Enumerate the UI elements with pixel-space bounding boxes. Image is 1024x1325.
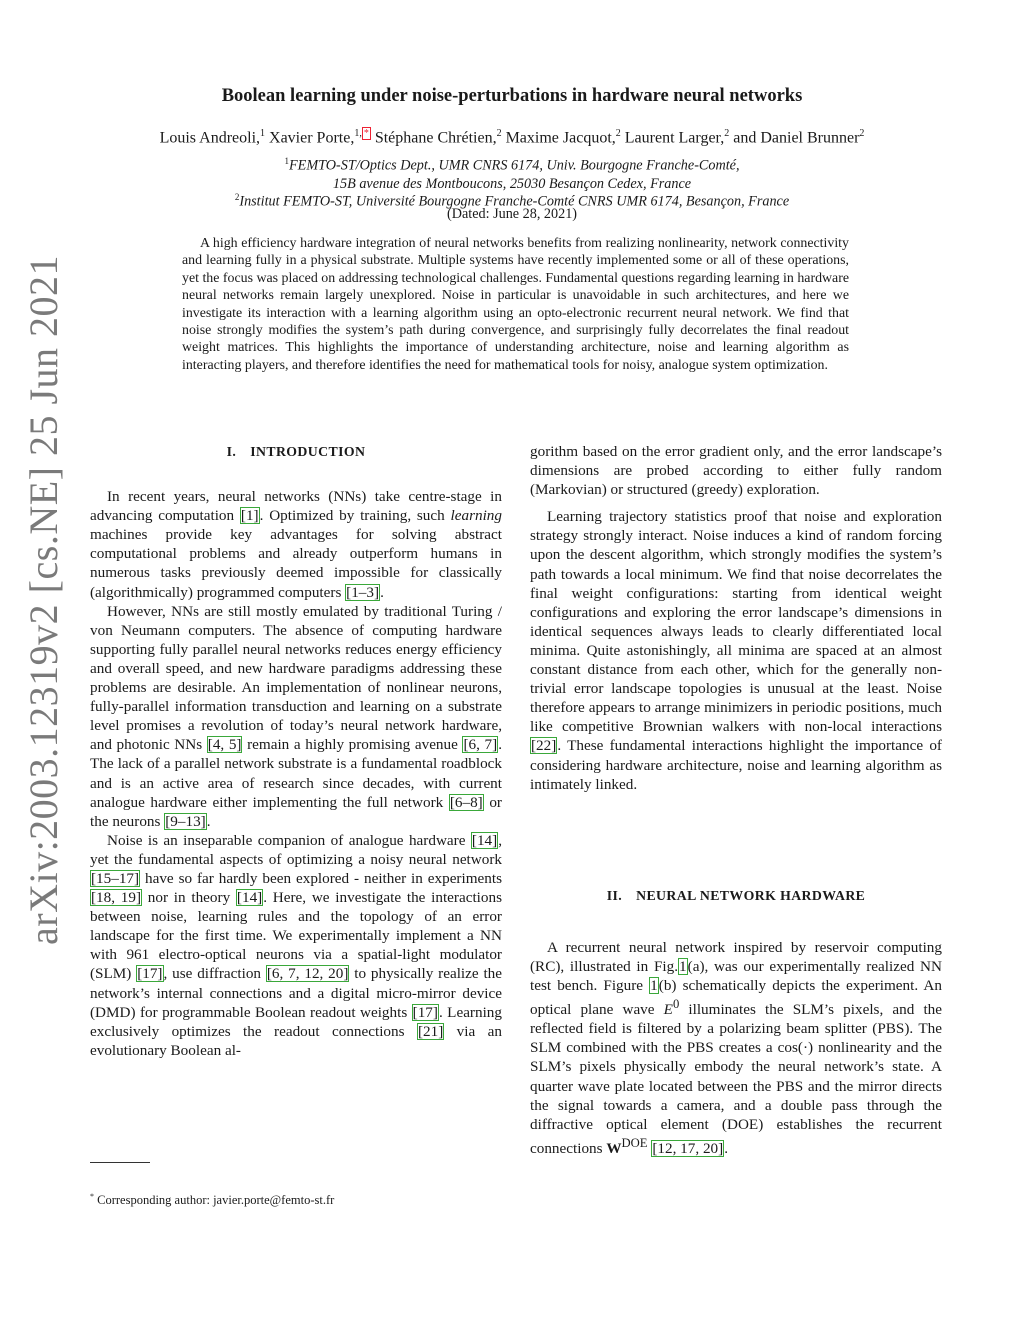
corresponding-author-link[interactable]: * bbox=[363, 128, 369, 139]
section-heading-introduction: I. INTRODUCTION bbox=[226, 444, 366, 459]
citation-link[interactable]: [6, 7] bbox=[463, 736, 498, 754]
citation-link[interactable]: [21] bbox=[417, 1022, 444, 1040]
affil-mark: 2 bbox=[234, 192, 240, 202]
affiliation-1 bbox=[0, 152, 1024, 193]
right-column bbox=[530, 442, 942, 1158]
citation-link[interactable]: [4, 5] bbox=[207, 736, 242, 754]
paragraph: gorithm based on the error gradient only, and the error landscape’s dimensions are probed according to either fully random (Markovian) or structured (greedy) exploration. bbox=[530, 443, 942, 499]
citation-link[interactable]: [17] bbox=[412, 1003, 438, 1021]
citation-link[interactable]: [9–13] bbox=[165, 812, 206, 830]
citation-link[interactable]: [6–8] bbox=[449, 793, 483, 811]
citation-link[interactable]: [17] bbox=[137, 965, 163, 983]
abstract: A high efficiency hardware integration of neural networks benefits from realizing nonlinearity, network connectivity and learning fully in a physical substrate. Multiple systems have recently implemented some or all of these operations, yet the focus was placed on addressing technological challenges. Fundamental questions regarding learning in hardware neural networks remain largely unexplored. Noise in particular is unavoidable in such architectures, and here we investigate its interaction with a learning algorithm using an opto-electronic recurrent neural network. We find that noise strongly modifies the system’s path during convergence, and surprisingly fully decorrelates the final readout weight matrices. This highlights the importance of understanding architecture, noise and learning algorithm as interacting players, and therefore identifies the need for mathematical tools for noisy, analogue system optimization. bbox=[182, 236, 849, 373]
footnote-rule bbox=[90, 1162, 150, 1163]
author-name: and Daniel Brunner bbox=[733, 129, 860, 147]
author-name: Laurent Larger, bbox=[624, 129, 725, 147]
citation-link[interactable]: [12, 17, 20] bbox=[652, 1139, 724, 1157]
author-affil-mark: 2 bbox=[496, 128, 502, 139]
author-affil-mark: 1, bbox=[354, 128, 362, 139]
section-heading-neural-network-hardware: II. NEURAL NETWORK HARDWARE bbox=[606, 887, 866, 903]
citation-link[interactable]: [6, 7, 12, 20] bbox=[266, 965, 349, 983]
author-name: Maxime Jacquot, bbox=[505, 129, 616, 147]
citation-link[interactable]: [15–17] bbox=[91, 869, 140, 887]
citation-link[interactable]: [18, 19] bbox=[91, 889, 142, 907]
citation-link[interactable]: [14] bbox=[236, 889, 263, 907]
figure-link[interactable]: 1 bbox=[679, 957, 687, 975]
author-affil-mark: 2 bbox=[724, 128, 730, 139]
footnote: * Corresponding author: javier.porte@femto-st.fr bbox=[90, 1192, 335, 1208]
author-list bbox=[0, 128, 1024, 147]
paragraph: Learning trajectory statistics proof that noise and exploration strategy strongly interact. Noise induces a kind of random forcing upon the descent algorithm, which strongly modifies the system’s path towards a local minimum. We find that noise decorrelates the final weight configurations: starting from identical weight configurations and exploring the error landscape’s dimensions in identical sequences always leads to clearly differentiated local minima. Quite astonishingly, all minima are spaced at an almost constant distance from each other, which for the generally non-trivial error landscape topologies is unusual at the least. Noise therefore appears to arrange minimizers in periodic positions, much like competitive Brownian walkers with non-local interactions [22]. These fundamental interactions highlight the importance of considering hardware architecture, noise and learning algorithm as intimately linked. bbox=[530, 508, 942, 793]
affil-line: 15B avenue des Montboucons, 25030 Besançon Cedex, France bbox=[332, 175, 692, 192]
arxiv-identifier: arXiv:2003.12319v2 [cs.NE] 25 Jun 2021 bbox=[21, 254, 66, 945]
author-name: Xavier Porte, bbox=[269, 129, 355, 147]
paragraph: However, NNs are still mostly emulated by traditional Turing / von Neumann computers. The absence of computing hardware supporting fully parallel neural networks reduces energy efficiency and overall speed, and new hardware paradigms addressing these problems are desirable. An implementation of nonlinear neurons, fully-parallel information transduction and learning on a substrate level promises a revolution of today’s neural network hardware, and photonic NNs [4, 5] remain a highly promising avenue [6, 7]. The lack of a parallel network substrate is a fundamental roadblock and is an active area of research since decades, with current analogue hardware either implementing the full network [6–8] or the neurons [9–13]. bbox=[90, 602, 502, 830]
affil-mark: 1 bbox=[284, 156, 289, 166]
affil-line: FEMTO-ST/Optics Dept., UMR CNRS 6174, Univ. Bourgogne Franche-Comté, bbox=[288, 157, 740, 174]
paper-title: Boolean learning under noise-perturbations in hardware neural networks bbox=[221, 86, 803, 106]
left-column bbox=[90, 442, 502, 1060]
citation-link[interactable]: [1] bbox=[240, 507, 259, 525]
author-affil-mark: 1 bbox=[260, 128, 266, 139]
figure-link[interactable]: 1 bbox=[650, 976, 658, 994]
citation-link[interactable]: [1–3] bbox=[346, 583, 380, 601]
paragraph: In recent years, neural networks (NNs) take centre-stage in advancing computation [1]. Optimized by training, such learning machines provide key advantages for solving abstract computational problems and already outperform humans in numerous tasks previously deemed impossible for classically (algorithmically) programmed computers [1–3]. bbox=[90, 488, 502, 601]
date-line: (Dated: June 28, 2021) bbox=[446, 206, 578, 222]
author-name: Louis Andreoli, bbox=[159, 129, 261, 147]
citation-link[interactable]: [22] bbox=[531, 737, 557, 755]
author-affil-mark: 2 bbox=[615, 128, 621, 139]
author-affil-mark: 2 bbox=[859, 128, 865, 139]
paragraph: A recurrent neural network inspired by reservoir computing (RC), illustrated in Fig.1(a), was our experimentally realized NN test bench. Figure 1(b) schematically depicts the experiment. An optical plane wave $E^0$ illuminates the SLM’s pixels, and the reflected field is filtered by a polarizing beam splitter (PBS). The SLM combined with the PBS creates a cos(·) nonlinearity and the SLM’s pixels physically embody the neural network’s state. A quarter wave plate located between the PBS and the mirror directs the signal towards a camera, and a double pass through the diffractive optical element (DOE) establishes the recurrent connections $W^{DOE}$ [12, 17, 20]. bbox=[530, 938, 942, 1157]
paragraph: Noise is an inseparable companion of analogue hardware [14], yet the fundamental aspects of optimizing a noisy neural network [15–17] have so far hardly been explored - neither in experiments [18, 19] nor in theory [14]. Here, we investigate the interactions between noise, learning rules and the topology of an error landscape for the first time. We experimentally implement a NN with 961 electro-optical neurons via a spatial-light modulator (SLM) [17], use diffraction [6, 7, 12, 20] to physically realize the network’s internal connections and a digital micro-mirror device (DMD) for programmable Boolean readout weights [17]. Learning exclusively optimizes the readout connections [21] via an evolutionary Boolean al- bbox=[90, 831, 502, 1059]
citation-link[interactable]: [14] bbox=[471, 831, 498, 849]
author-name: Stéphane Chrétien, bbox=[374, 129, 497, 147]
affil-line: Institut FEMTO-ST, Université Bourgogne Franche-Comté CNRS UMR 6174, Besançon, France bbox=[239, 193, 790, 210]
